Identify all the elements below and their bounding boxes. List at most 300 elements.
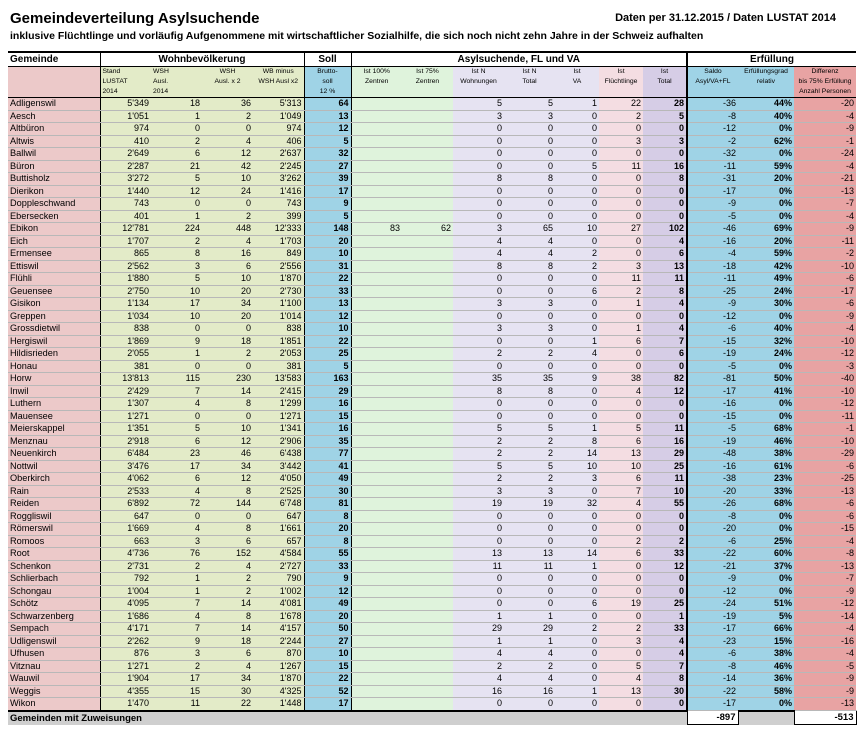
cell-erfuellungsgrad: 15% (738, 635, 794, 648)
cell-ist-va: 0 (555, 610, 599, 623)
table-row (8, 598, 856, 611)
cell-wsh-x2: 4 (202, 135, 253, 148)
cell-wsh-ausl: 6 (151, 435, 202, 448)
cell-ist-fl: 13 (599, 448, 643, 461)
cell-ist-va: 0 (555, 235, 599, 248)
cell-wb-minus: 657 (253, 535, 304, 548)
cell-differenz: -14 (794, 610, 856, 623)
cell-gemeinde: Rain (8, 485, 100, 498)
cell-wb-minus: 1'049 (253, 110, 304, 123)
cell-gemeinde: Ebikon (8, 223, 100, 236)
cell-erfuellungsgrad: 20% (738, 235, 794, 248)
cell-wsh-ausl: 9 (151, 635, 202, 648)
cell-ist100 (351, 360, 402, 373)
cell-ist75 (402, 98, 453, 111)
sub-header-ist_va: Ist (555, 67, 599, 78)
cell-ist-fl: 5 (599, 660, 643, 673)
cell-ist-va: 2 (555, 623, 599, 636)
cell-ist-total: 0 (643, 410, 687, 423)
cell-wsh-x2: 0 (202, 410, 253, 423)
cell-ist-total: 4 (643, 635, 687, 648)
cell-ist-total: 8 (643, 173, 687, 186)
cell-wb-minus: 4'081 (253, 598, 304, 611)
cell-erfuellungsgrad: 0% (738, 698, 794, 711)
cell-differenz: -25 (794, 473, 856, 486)
cell-saldo: -22 (687, 548, 738, 561)
cell-erfuellungsgrad: 58% (738, 685, 794, 698)
cell-gemeinde: Hildisrieden (8, 348, 100, 361)
cell-wsh-ausl: 12 (151, 185, 202, 198)
cell-ist100 (351, 698, 402, 711)
cell-erfuellungsgrad: 25% (738, 535, 794, 548)
cell-ist-total: 7 (643, 660, 687, 673)
cell-saldo: -32 (687, 148, 738, 161)
cell-ist-va: 0 (555, 660, 599, 673)
cell-wsh-x2: 34 (202, 460, 253, 473)
cell-ist-va: 0 (555, 635, 599, 648)
cell-istn-total: 0 (504, 135, 555, 148)
cell-differenz: -6 (794, 498, 856, 511)
cell-istn-wohn: 8 (453, 260, 504, 273)
cell-saldo: -6 (687, 323, 738, 336)
cell-erfuellungsgrad: 59% (738, 248, 794, 261)
table-row (8, 223, 856, 236)
summary-saldo-total: -897 (687, 711, 738, 725)
cell-ist-total: 4 (643, 323, 687, 336)
cell-erfuellungsgrad: 5% (738, 610, 794, 623)
cell-erfuellungsgrad: 24% (738, 348, 794, 361)
cell-ist-total: 6 (643, 348, 687, 361)
cell-stand: 1'470 (100, 698, 151, 711)
sub-header-istn_wohn: Wohnungen (453, 77, 504, 87)
cell-differenz: -4 (794, 535, 856, 548)
cell-istn-total: 3 (504, 110, 555, 123)
cell-wsh-ausl: 0 (151, 123, 202, 136)
cell-istn-wohn: 16 (453, 685, 504, 698)
cell-ist100 (351, 398, 402, 411)
cell-ist100 (351, 560, 402, 573)
cell-istn-wohn: 1 (453, 610, 504, 623)
cell-ist75 (402, 173, 453, 186)
cell-ist-total: 12 (643, 560, 687, 573)
cell-wb-minus: 1'870 (253, 673, 304, 686)
cell-ist-fl: 0 (599, 648, 643, 661)
cell-wb-minus: 381 (253, 360, 304, 373)
cell-istn-wohn: 0 (453, 598, 504, 611)
table-row (8, 298, 856, 311)
cell-wsh-ausl: 0 (151, 323, 202, 336)
cell-ist75 (402, 423, 453, 436)
table-row (8, 698, 856, 711)
page-title: Gemeindeverteilung Asylsuchende (10, 10, 260, 27)
cell-wsh-x2: 4 (202, 560, 253, 573)
cell-bruttosoll: 64 (304, 98, 351, 111)
cell-ist-fl: 2 (599, 285, 643, 298)
cell-ist100 (351, 485, 402, 498)
cell-wsh-x2: 144 (202, 498, 253, 511)
cell-wb-minus: 3'442 (253, 460, 304, 473)
cell-differenz: -16 (794, 635, 856, 648)
cell-gemeinde: Schongau (8, 585, 100, 598)
cell-ist-total: 30 (643, 685, 687, 698)
cell-gemeinde: Altwis (8, 135, 100, 148)
cell-bruttosoll: 12 (304, 123, 351, 136)
cell-wsh-ausl: 1 (151, 573, 202, 586)
cell-istn-wohn: 1 (453, 635, 504, 648)
cell-saldo: -22 (687, 685, 738, 698)
table-row (8, 135, 856, 148)
cell-gemeinde: Aesch (8, 110, 100, 123)
table-row (8, 148, 856, 161)
cell-wb-minus: 1'851 (253, 335, 304, 348)
cell-bruttosoll: 20 (304, 523, 351, 536)
cell-bruttosoll: 8 (304, 535, 351, 548)
cell-erfuellungsgrad: 0% (738, 198, 794, 211)
cell-ist100 (351, 660, 402, 673)
cell-wsh-x2: 8 (202, 523, 253, 536)
cell-wb-minus: 2'415 (253, 385, 304, 398)
cell-bruttosoll: 15 (304, 660, 351, 673)
cell-bruttosoll: 27 (304, 160, 351, 173)
cell-ist100 (351, 523, 402, 536)
cell-erfuellungsgrad: 0% (738, 585, 794, 598)
table-row (8, 160, 856, 173)
cell-ist75 (402, 535, 453, 548)
cell-wsh-ausl: 6 (151, 473, 202, 486)
cell-wsh-ausl: 3 (151, 260, 202, 273)
cell-erfuellungsgrad: 68% (738, 423, 794, 436)
cell-wsh-x2: 34 (202, 673, 253, 686)
cell-ist75 (402, 635, 453, 648)
cell-stand: 2'262 (100, 635, 151, 648)
cell-istn-wohn: 0 (453, 585, 504, 598)
cell-ist-fl: 0 (599, 148, 643, 161)
cell-wsh-x2: 12 (202, 148, 253, 161)
table-row (8, 585, 856, 598)
cell-ist75 (402, 323, 453, 336)
table-row (8, 510, 856, 523)
cell-wb-minus: 4'325 (253, 685, 304, 698)
cell-gemeinde: Neuenkirch (8, 448, 100, 461)
cell-saldo: -17 (687, 623, 738, 636)
table-row (8, 448, 856, 461)
cell-gemeinde: Wikon (8, 698, 100, 711)
cell-istn-total: 0 (504, 273, 555, 286)
cell-istn-total: 0 (504, 210, 555, 223)
cell-ist75 (402, 560, 453, 573)
cell-gemeinde: Schwarzenberg (8, 610, 100, 623)
sub-header-ist_total: Ist (643, 67, 687, 78)
cell-ist-va: 9 (555, 373, 599, 386)
cell-istn-wohn: 0 (453, 123, 504, 136)
cell-gemeinde: Dierikon (8, 185, 100, 198)
cell-erfuellungsgrad: 49% (738, 273, 794, 286)
cell-differenz: -7 (794, 573, 856, 586)
cell-istn-total: 3 (504, 323, 555, 336)
cell-ist100 (351, 260, 402, 273)
sub-header-istn_total: Total (504, 77, 555, 87)
cell-stand: 12'781 (100, 223, 151, 236)
cell-saldo: -8 (687, 660, 738, 673)
cell-ist100 (351, 285, 402, 298)
cell-ist-va: 0 (555, 573, 599, 586)
sub-header-wsh_x2 (202, 87, 253, 98)
cell-ist-va: 0 (555, 210, 599, 223)
cell-wb-minus: 399 (253, 210, 304, 223)
summary-spacer (738, 711, 794, 725)
cell-ist75 (402, 185, 453, 198)
cell-ist-va: 1 (555, 685, 599, 698)
cell-ist-fl: 0 (599, 210, 643, 223)
table-row (8, 185, 856, 198)
sub-header-ist_fl: Flüchtlinge (599, 77, 643, 87)
cell-wsh-ausl: 76 (151, 548, 202, 561)
cell-wsh-x2: 0 (202, 198, 253, 211)
cell-istn-total: 1 (504, 610, 555, 623)
table-row (8, 660, 856, 673)
cell-gemeinde: Flühli (8, 273, 100, 286)
cell-istn-total: 8 (504, 385, 555, 398)
cell-wsh-ausl: 10 (151, 285, 202, 298)
cell-ist-va: 14 (555, 448, 599, 461)
cell-erfuellungsgrad: 0% (738, 523, 794, 536)
cell-erfuellungsgrad: 30% (738, 298, 794, 311)
cell-ist75 (402, 385, 453, 398)
sub-header-saldo: Saldo (687, 67, 738, 78)
cell-differenz: -11 (794, 410, 856, 423)
cell-erfuellungsgrad: 32% (738, 335, 794, 348)
cell-differenz: -12 (794, 598, 856, 611)
cell-gemeinde: Hergiswil (8, 335, 100, 348)
cell-wsh-ausl: 72 (151, 498, 202, 511)
cell-ist100 (351, 185, 402, 198)
cell-differenz: -12 (794, 348, 856, 361)
cell-wsh-ausl: 15 (151, 685, 202, 698)
cell-ist-fl: 22 (599, 98, 643, 111)
cell-saldo: -20 (687, 523, 738, 536)
cell-stand: 401 (100, 210, 151, 223)
cell-istn-wohn: 0 (453, 285, 504, 298)
cell-saldo: -4 (687, 248, 738, 261)
cell-ist-fl: 7 (599, 485, 643, 498)
cell-wb-minus: 4'157 (253, 623, 304, 636)
cell-istn-total: 0 (504, 123, 555, 136)
cell-gemeinde: Schenkon (8, 560, 100, 573)
cell-bruttosoll: 9 (304, 198, 351, 211)
table-row (8, 123, 856, 136)
cell-wb-minus: 1'267 (253, 660, 304, 673)
cell-wsh-x2: 4 (202, 660, 253, 673)
cell-ist-total: 8 (643, 285, 687, 298)
cell-stand: 1'707 (100, 235, 151, 248)
cell-ist-fl: 0 (599, 698, 643, 711)
cell-gemeinde: Vitznau (8, 660, 100, 673)
cell-ist100 (351, 335, 402, 348)
cell-differenz: -4 (794, 160, 856, 173)
cell-ist-fl: 5 (599, 423, 643, 436)
cell-bruttosoll: 20 (304, 235, 351, 248)
cell-wsh-x2: 0 (202, 360, 253, 373)
cell-istn-wohn: 0 (453, 310, 504, 323)
cell-ist-va: 0 (555, 510, 599, 523)
cell-ist-va: 3 (555, 473, 599, 486)
cell-ist-va: 0 (555, 110, 599, 123)
cell-ist-total: 0 (643, 698, 687, 711)
cell-gemeinde: Wauwil (8, 673, 100, 686)
cell-differenz: -10 (794, 385, 856, 398)
cell-wb-minus: 2'727 (253, 560, 304, 573)
cell-ist-total: 7 (643, 335, 687, 348)
table-row (8, 523, 856, 536)
cell-wb-minus: 838 (253, 323, 304, 336)
cell-ist-va: 10 (555, 460, 599, 473)
cell-istn-wohn: 2 (453, 660, 504, 673)
cell-wsh-ausl: 4 (151, 610, 202, 623)
cell-istn-wohn: 5 (453, 98, 504, 111)
cell-ist100 (351, 460, 402, 473)
cell-istn-total: 65 (504, 223, 555, 236)
cell-stand: 1'034 (100, 310, 151, 323)
cell-ist-va: 0 (555, 398, 599, 411)
table-row (8, 535, 856, 548)
cell-erfuellungsgrad: 20% (738, 173, 794, 186)
cell-ist-va: 10 (555, 223, 599, 236)
cell-wb-minus: 4'050 (253, 473, 304, 486)
table-row (8, 348, 856, 361)
cell-differenz: -13 (794, 485, 856, 498)
cell-stand: 2'429 (100, 385, 151, 398)
cell-saldo: -12 (687, 123, 738, 136)
cell-ist75 (402, 448, 453, 461)
cell-erfuellungsgrad: 33% (738, 485, 794, 498)
cell-istn-wohn: 4 (453, 248, 504, 261)
cell-ist-fl: 4 (599, 385, 643, 398)
cell-saldo: -2 (687, 135, 738, 148)
cell-differenz: -12 (794, 398, 856, 411)
cell-istn-wohn: 8 (453, 173, 504, 186)
cell-saldo: -19 (687, 435, 738, 448)
sub-header-stand: 2014 (100, 87, 151, 98)
cell-ist100 (351, 623, 402, 636)
cell-differenz: -7 (794, 198, 856, 211)
cell-saldo: -5 (687, 423, 738, 436)
cell-erfuellungsgrad: 69% (738, 223, 794, 236)
cell-wsh-x2: 10 (202, 273, 253, 286)
cell-ist-fl: 3 (599, 260, 643, 273)
cell-istn-wohn: 0 (453, 410, 504, 423)
cell-stand: 2'562 (100, 260, 151, 273)
cell-differenz: -9 (794, 223, 856, 236)
cell-wsh-ausl: 9 (151, 335, 202, 348)
cell-ist75 (402, 160, 453, 173)
cell-ist-total: 0 (643, 585, 687, 598)
cell-stand: 3'476 (100, 460, 151, 473)
cell-ist-total: 25 (643, 598, 687, 611)
cell-ist100 (351, 585, 402, 598)
cell-istn-total: 0 (504, 410, 555, 423)
cell-ist75 (402, 598, 453, 611)
cell-differenz: -4 (794, 623, 856, 636)
sub-header-empty (8, 77, 100, 87)
cell-gemeinde: Menznau (8, 435, 100, 448)
cell-bruttosoll: 52 (304, 685, 351, 698)
cell-stand: 876 (100, 648, 151, 661)
table-row (8, 648, 856, 661)
cell-wsh-ausl: 2 (151, 560, 202, 573)
cell-erfuellungsgrad: 36% (738, 673, 794, 686)
cell-saldo: -18 (687, 260, 738, 273)
cell-ist-fl: 10 (599, 460, 643, 473)
cell-ist-va: 2 (555, 248, 599, 261)
cell-differenz: -9 (794, 685, 856, 698)
cell-ist100 (351, 598, 402, 611)
cell-istn-wohn: 19 (453, 498, 504, 511)
cell-stand: 13'813 (100, 373, 151, 386)
cell-ist-fl: 3 (599, 135, 643, 148)
cell-ist-fl: 3 (599, 635, 643, 648)
cell-ist100 (351, 373, 402, 386)
cell-saldo: -6 (687, 535, 738, 548)
cell-wsh-x2: 0 (202, 123, 253, 136)
cell-ist100 (351, 435, 402, 448)
cell-saldo: -9 (687, 298, 738, 311)
cell-istn-wohn: 0 (453, 360, 504, 373)
cell-istn-wohn: 2 (453, 473, 504, 486)
cell-wsh-ausl: 2 (151, 660, 202, 673)
cell-wsh-x2: 8 (202, 398, 253, 411)
sub-header-bruttosoll: Brutto- (304, 67, 351, 78)
cell-bruttosoll: 17 (304, 185, 351, 198)
cell-differenz: -40 (794, 373, 856, 386)
cell-wb-minus: 4'584 (253, 548, 304, 561)
cell-ist-fl: 4 (599, 498, 643, 511)
table-row (8, 323, 856, 336)
table-row (8, 673, 856, 686)
cell-istn-wohn: 4 (453, 648, 504, 661)
cell-ist-va: 0 (555, 173, 599, 186)
cell-stand: 1'307 (100, 398, 151, 411)
sub-header-empty (8, 67, 100, 78)
cell-istn-wohn: 8 (453, 385, 504, 398)
cell-bruttosoll: 12 (304, 585, 351, 598)
cell-ist75 (402, 498, 453, 511)
sub-header-row (8, 77, 856, 87)
cell-istn-total: 0 (504, 148, 555, 161)
table-row (8, 110, 856, 123)
cell-wsh-x2: 14 (202, 385, 253, 398)
cell-ist100 (351, 198, 402, 211)
cell-ist-fl: 4 (599, 673, 643, 686)
cell-wsh-ausl: 4 (151, 398, 202, 411)
cell-ist-fl: 0 (599, 173, 643, 186)
cell-wsh-ausl: 5 (151, 273, 202, 286)
cell-wsh-ausl: 2 (151, 135, 202, 148)
cell-bruttosoll: 10 (304, 248, 351, 261)
cell-ist-fl: 1 (599, 298, 643, 311)
cell-bruttosoll: 15 (304, 410, 351, 423)
sub-header-ist100 (351, 87, 402, 98)
cell-erfuellungsgrad: 0% (738, 185, 794, 198)
cell-gemeinde: Ermensee (8, 248, 100, 261)
cell-wsh-x2: 42 (202, 160, 253, 173)
cell-erfuellungsgrad: 62% (738, 135, 794, 148)
cell-wsh-ausl: 8 (151, 248, 202, 261)
sub-header-differenz: Differenz (794, 67, 856, 78)
cell-wsh-x2: 8 (202, 485, 253, 498)
cell-wsh-ausl: 17 (151, 673, 202, 686)
cell-ist100 (351, 110, 402, 123)
cell-wsh-x2: 10 (202, 423, 253, 436)
